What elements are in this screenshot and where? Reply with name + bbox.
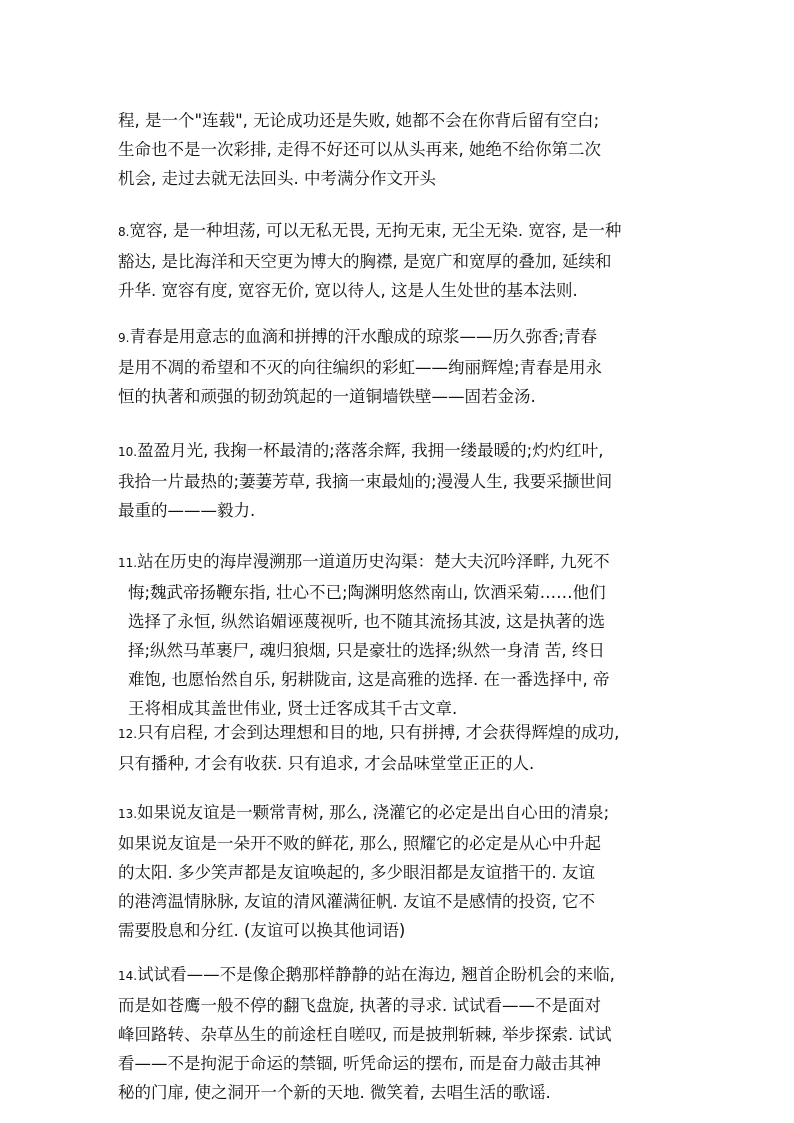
text-line: 豁达, 是比海洋和天空更为博大的胸襟, 是宽广和宽厚的叠加, 延续和	[118, 252, 612, 271]
text-line	[118, 798, 678, 829]
paragraph-13	[118, 798, 678, 945]
paragraph-7-continued	[118, 106, 678, 193]
text-line: 只有播种, 才会有收获. 只有追求, 才会品味堂堂正正的人.	[118, 754, 535, 773]
paragraph-number: 12.	[118, 727, 138, 741]
text-line: 机会, 走过去就无法回头. 中考满分作文开头	[118, 169, 436, 188]
text-line: 恒的执著和顽强的韧劲筑起的一道铜墙铁壁——固若金汤.	[118, 387, 536, 406]
text-line-content: 如果说友谊是一颗常青树, 那么, 浇灌它的必定是出自心田的清泉;	[137, 803, 610, 822]
text-line: 王将相成其盖世伟业, 贤士迁客成其千古文章.	[128, 699, 458, 718]
text-line	[118, 547, 678, 578]
paragraph-number: 8.	[118, 225, 130, 239]
text-line: 最重的———毅力.	[118, 501, 256, 520]
paragraph-14	[118, 960, 678, 1107]
text-line	[118, 718, 678, 749]
paragraph-8	[118, 216, 678, 305]
text-line: 而是如苍鹰一般不停的翻飞盘旋, 执著的寻求. 试试看——不是面对	[118, 996, 601, 1015]
text-line: 是用不凋的希望和不灭的向往编织的彩虹——绚丽辉煌;青春是用永	[118, 358, 603, 377]
paragraph-number: 14.	[118, 969, 138, 983]
paragraph-10	[118, 436, 678, 525]
text-line-content: 宽容, 是一种坦荡, 可以无私无畏, 无拘无束, 无尘无染. 宽容, 是一种	[129, 221, 622, 240]
text-line-content: 青春是用意志的血滴和拼搏的汗水酿成的琼浆——历久弥香;青春	[129, 327, 598, 346]
text-line: 生命也不是一次彩排, 走得不好还可以从头再来, 她绝不给你第二次	[118, 140, 601, 159]
text-line-content: 试试看——不是像企鹅那样静静的站在海边, 翘首企盼机会的来临,	[137, 965, 615, 984]
text-line	[118, 436, 678, 467]
text-line	[118, 322, 678, 353]
text-line: 难饱, 也愿怡然自乐, 躬耕陇亩, 这是高雅的选择. 在一番选择中, 帝	[128, 670, 610, 689]
text-line: 程, 是一个"连载", 无论成功还是失败, 她都不会在你背后留有空白;	[118, 111, 600, 130]
text-line	[118, 216, 678, 247]
text-line: 看——不是拘泥于命运的禁锢, 听凭命运的摆布, 而是奋力敲击其神	[118, 1054, 601, 1073]
paragraph-number: 10.	[118, 445, 138, 459]
text-line: 需要股息和分红. (友谊可以换其他词语)	[118, 921, 406, 940]
text-line-content: 站在历史的海岸漫溯那一道道历史沟渠：楚大夫沉吟泽畔, 九死不	[137, 552, 610, 571]
text-line-content: 盈盈月光, 我掬一杯最清的;落落余辉, 我拥一缕最暖的;灼灼红叶,	[137, 441, 604, 460]
text-line: 升华. 宽容有度, 宽容无价, 宽以待人, 这是人生处世的基本法则.	[118, 281, 578, 300]
text-line-content: 只有启程, 才会到达理想和目的地, 只有拼搏, 才会获得辉煌的成功,	[137, 723, 620, 742]
paragraph-12	[118, 718, 678, 778]
paragraph-11	[118, 547, 678, 723]
text-line: 选择了永恒, 纵然谄媚诬蔑视听, 也不随其流扬其波, 这是执著的选	[128, 612, 605, 631]
text-line: 择;纵然马革裹尸, 魂归狼烟, 只是豪壮的选择;纵然一身清 苦, 终日	[128, 641, 605, 660]
text-line: 的港湾温情脉脉, 友谊的清风灌满征帆. 友谊不是感情的投资, 它不	[118, 892, 595, 911]
text-line: 秘的门扉, 使之洞开一个新的天地. 微笑着, 去唱生活的歌谣.	[118, 1083, 551, 1102]
paragraph-number: 11.	[118, 556, 138, 570]
text-line: 如果说友谊是一朵开不败的鲜花, 那么, 照耀它的必定是从心中升起	[118, 834, 601, 853]
text-line	[118, 960, 678, 991]
paragraph-9	[118, 322, 678, 411]
paragraph-number: 9.	[118, 331, 130, 345]
text-line: 的太阳. 多少笑声都是友谊唤起的, 多少眼泪都是友谊揩干的. 友谊	[118, 863, 595, 882]
paragraph-number: 13.	[118, 807, 138, 821]
text-line: 峰回路转、杂草丛生的前途枉自嗟叹, 而是披荆斩棘, 举步探索. 试试	[118, 1025, 612, 1044]
text-line: 我拾一片最热的;萋萋芳草, 我摘一束最灿的;漫漫人生, 我要采撷世间	[118, 472, 613, 491]
text-line: 悔;魏武帝扬鞭东指, 壮心不已;陶渊明悠然南山, 饮酒采菊……他们	[128, 583, 606, 602]
